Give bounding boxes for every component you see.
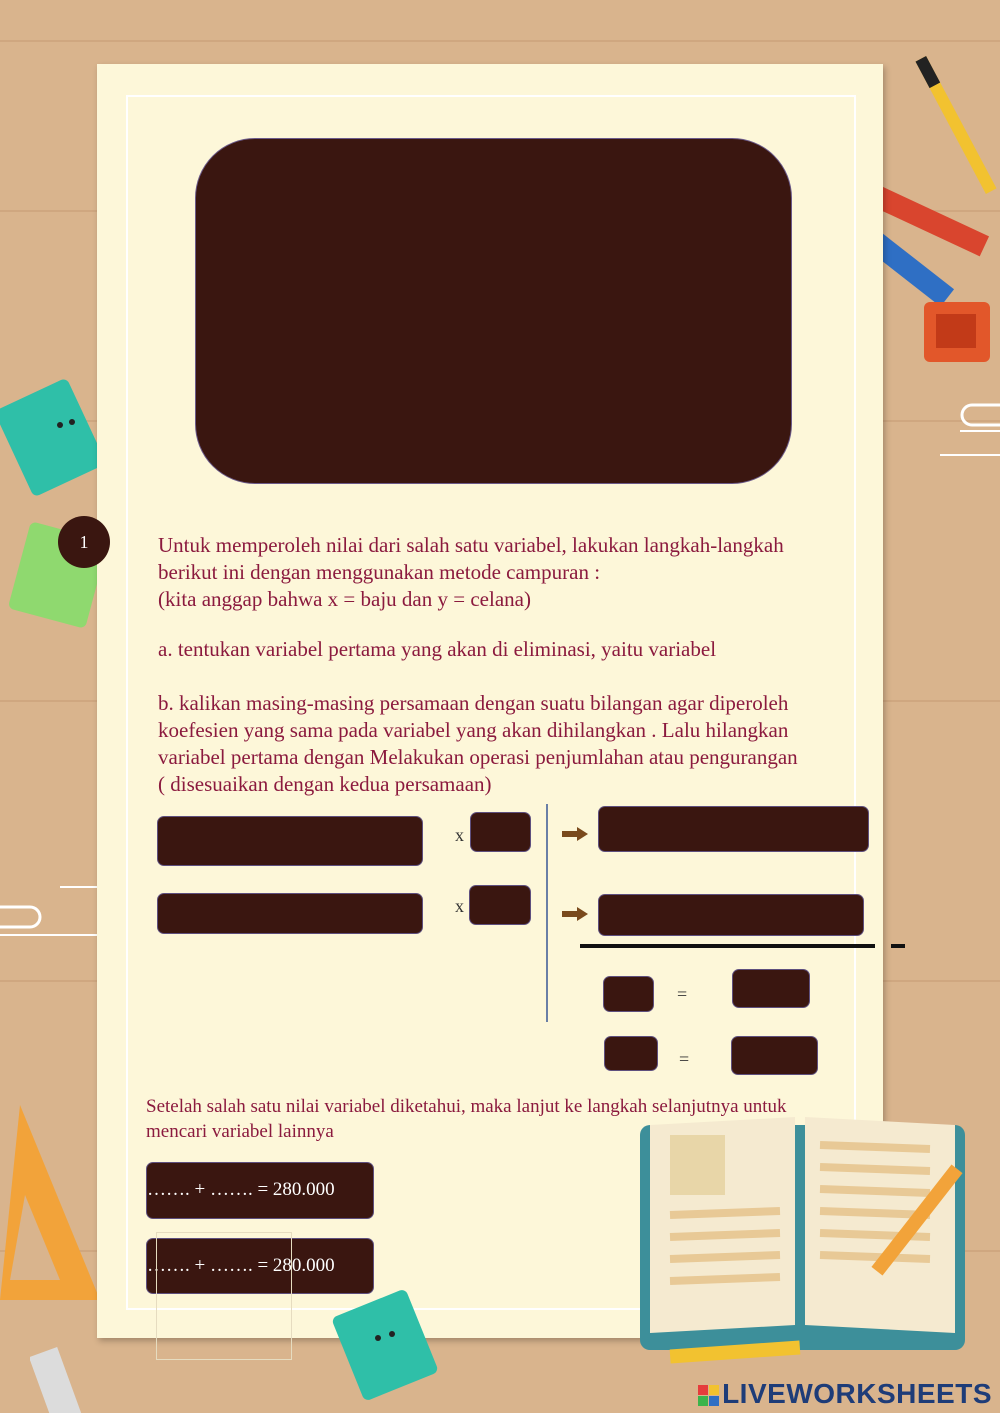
multiply-sign: x bbox=[455, 896, 464, 916]
equation-answer-text: ……. + ……. = 280.000 bbox=[147, 1255, 335, 1276]
equation-2-input[interactable] bbox=[157, 893, 423, 934]
liveworksheets-logo-icon bbox=[698, 1385, 720, 1407]
coefficient-input[interactable] bbox=[603, 976, 654, 1012]
wood-grain bbox=[0, 40, 1000, 42]
equation-1-input[interactable] bbox=[157, 816, 423, 866]
next-step-line: Setelah salah satu nilai variabel diketahui, maka lanjut ke langkah selanjutnya untuk bbox=[146, 1096, 787, 1117]
intro-line: berikut ini dengan menggunakan metode campuran : bbox=[158, 560, 601, 584]
variable-input[interactable] bbox=[604, 1036, 658, 1071]
step-number-badge: 1 bbox=[58, 516, 110, 568]
equals-sign: = bbox=[677, 984, 688, 1004]
multiplier-1-input[interactable] bbox=[470, 812, 531, 852]
step-b-line: koefesien yang sama pada variabel yang akan dihilangkan . Lalu hilangkan bbox=[158, 718, 789, 742]
equation-answer-1[interactable] bbox=[146, 1162, 374, 1219]
step-b-line: ( disesuaikan dengan kedua persamaan) bbox=[158, 772, 492, 796]
multiplier-2-input[interactable] bbox=[469, 885, 531, 925]
watermark-text: LIVEWORKSHEETS bbox=[722, 1378, 992, 1409]
value-input[interactable] bbox=[732, 969, 810, 1008]
arrow-right-icon bbox=[562, 907, 588, 921]
intro-paragraph bbox=[158, 532, 878, 613]
minus-sign bbox=[891, 944, 905, 948]
sharpener-icon bbox=[924, 302, 990, 362]
step-a-text: a. tentukan variabel pertama yang akan di eliminasi, yaitu variabel bbox=[158, 637, 717, 661]
result-equation-2-input[interactable] bbox=[598, 894, 864, 936]
result-equation-1-input[interactable] bbox=[598, 806, 869, 852]
next-step-line: mencari variabel lainnya bbox=[146, 1121, 334, 1142]
liveworksheets-watermark[interactable] bbox=[698, 1378, 992, 1410]
intro-line: (kita anggap bahwa x = baju dan y = celana) bbox=[158, 587, 531, 611]
empty-frame bbox=[156, 1232, 292, 1360]
paperclip-icon bbox=[900, 395, 1000, 485]
equation-answer-text: ……. + ……. = 280.000 bbox=[147, 1179, 335, 1200]
step-b-paragraph bbox=[158, 690, 888, 798]
set-square-icon bbox=[0, 1105, 110, 1305]
step-b-line: b. kalikan masing-masing persamaan dengan suatu bilangan agar diperoleh bbox=[158, 691, 789, 715]
multiply-sign: x bbox=[455, 825, 464, 845]
arrow-right-icon bbox=[562, 827, 588, 841]
book-character-icon bbox=[330, 1280, 450, 1405]
ruler-icon bbox=[30, 1345, 100, 1413]
step-b-line: variabel pertama dengan Melakukan operasi penjumlahan atau pengurangan bbox=[158, 745, 798, 769]
divider-line bbox=[546, 804, 548, 1022]
stationery-decoration bbox=[880, 40, 1000, 400]
variable-value-input[interactable] bbox=[731, 1036, 818, 1075]
intro-line: Untuk memperoleh nilai dari salah satu variabel, lakukan langkah-langkah bbox=[158, 533, 784, 557]
pen-icon bbox=[915, 56, 996, 194]
open-book-icon bbox=[630, 1105, 970, 1370]
subtraction-line bbox=[580, 944, 875, 948]
equals-sign: = bbox=[679, 1049, 690, 1069]
media-frame[interactable] bbox=[195, 138, 792, 484]
